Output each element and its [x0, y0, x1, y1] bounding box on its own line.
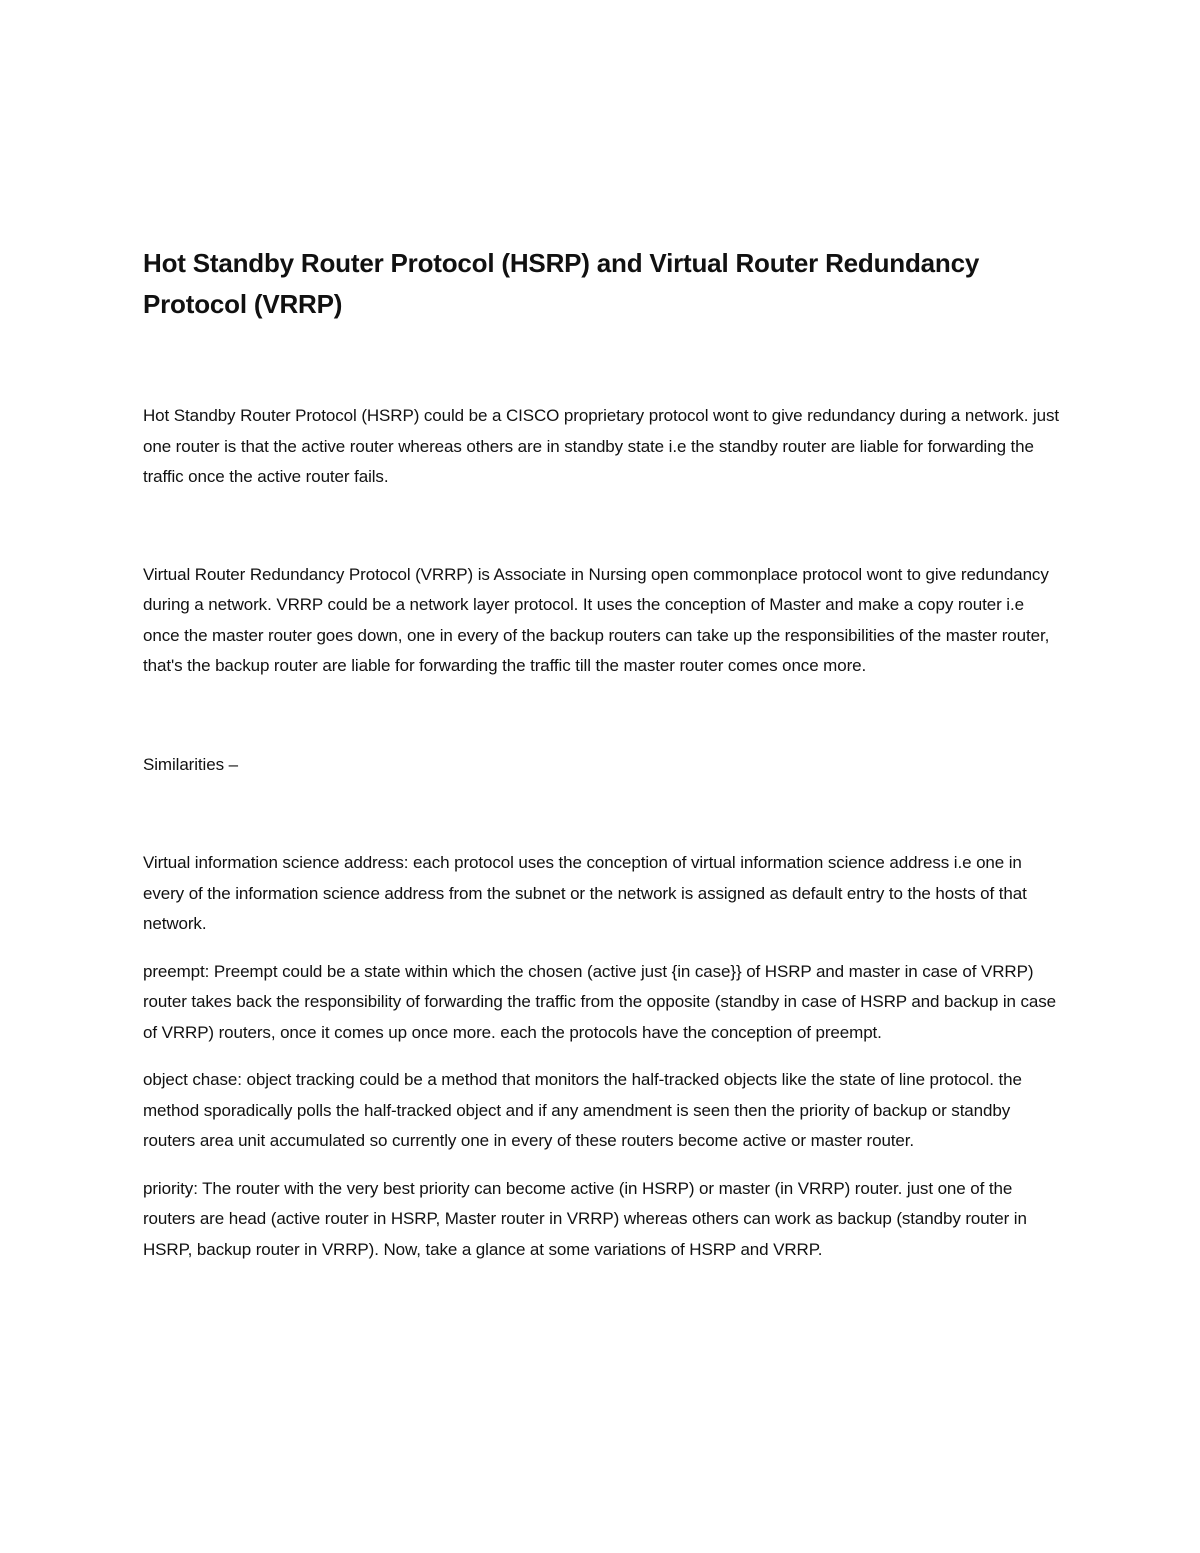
paragraph-virtual-ip-address: Virtual information science address: each protocol uses the conception of virtual information science address i.e one in every of the information science address from the subnet or the network is assigned as default entry to the hosts of that network.: [143, 853, 1027, 933]
paragraph-priority: priority: The router with the very best priority can become active (in HSRP) or master (in VRRP) router. just one of the routers are head (active router in HSRP, Master router in VRRP) whereas others can work as backup (standby router in HSRP, backup router in VRRP). Now, take a glance at some variations of HSRP and VRRP.: [143, 1178, 1027, 1259]
paragraph-preempt: preempt: Preempt could be a state within which the chosen (active just {in case}} of HSRP and master in case of VRRP) router takes back the responsibility of forwarding the traffic from the opposite (standby in case of HSRP and backup in case of VRRP) routers, once it comes up once more. each the protocols have the conception of preempt.: [143, 961, 1057, 1042]
paragraph-similarities-heading: Similarities –: [143, 754, 238, 774]
paragraph-hsrp-intro: Hot Standby Router Protocol (HSRP) could be a CISCO proprietary protocol wont to give redundancy during a network. just one router is that the active router whereas others are in standby state i.e the standby router are liable for forwarding the traffic once the active router fails.: [143, 406, 1060, 486]
paragraph-vrrp-intro: Virtual Router Redundancy Protocol (VRRP) is Associate in Nursing open commonplace protocol wont to give redundancy during a network. VRRP could be a network layer protocol. It uses the conception of Master and make a copy router i.e once the master router goes down, one in every of the backup routers can take up the responsibilities of the master router, that's the backup router are liable for forwarding the traffic till the master router comes once more.: [143, 564, 1050, 675]
paragraph-object-tracking: object chase: object tracking could be a method that monitors the half-tracked objects like the state of line protocol. the method sporadically polls the half-tracked object and if any amendment is seen then the priority of backup or standby routers area unit accumulated so currently one in every of these routers become active or master router.: [143, 1070, 1022, 1150]
document-body: [143, 243, 1063, 1265]
document-title: Hot Standby Router Protocol (HSRP) and Virtual Router Redundancy Protocol (VRRP): [143, 248, 980, 319]
